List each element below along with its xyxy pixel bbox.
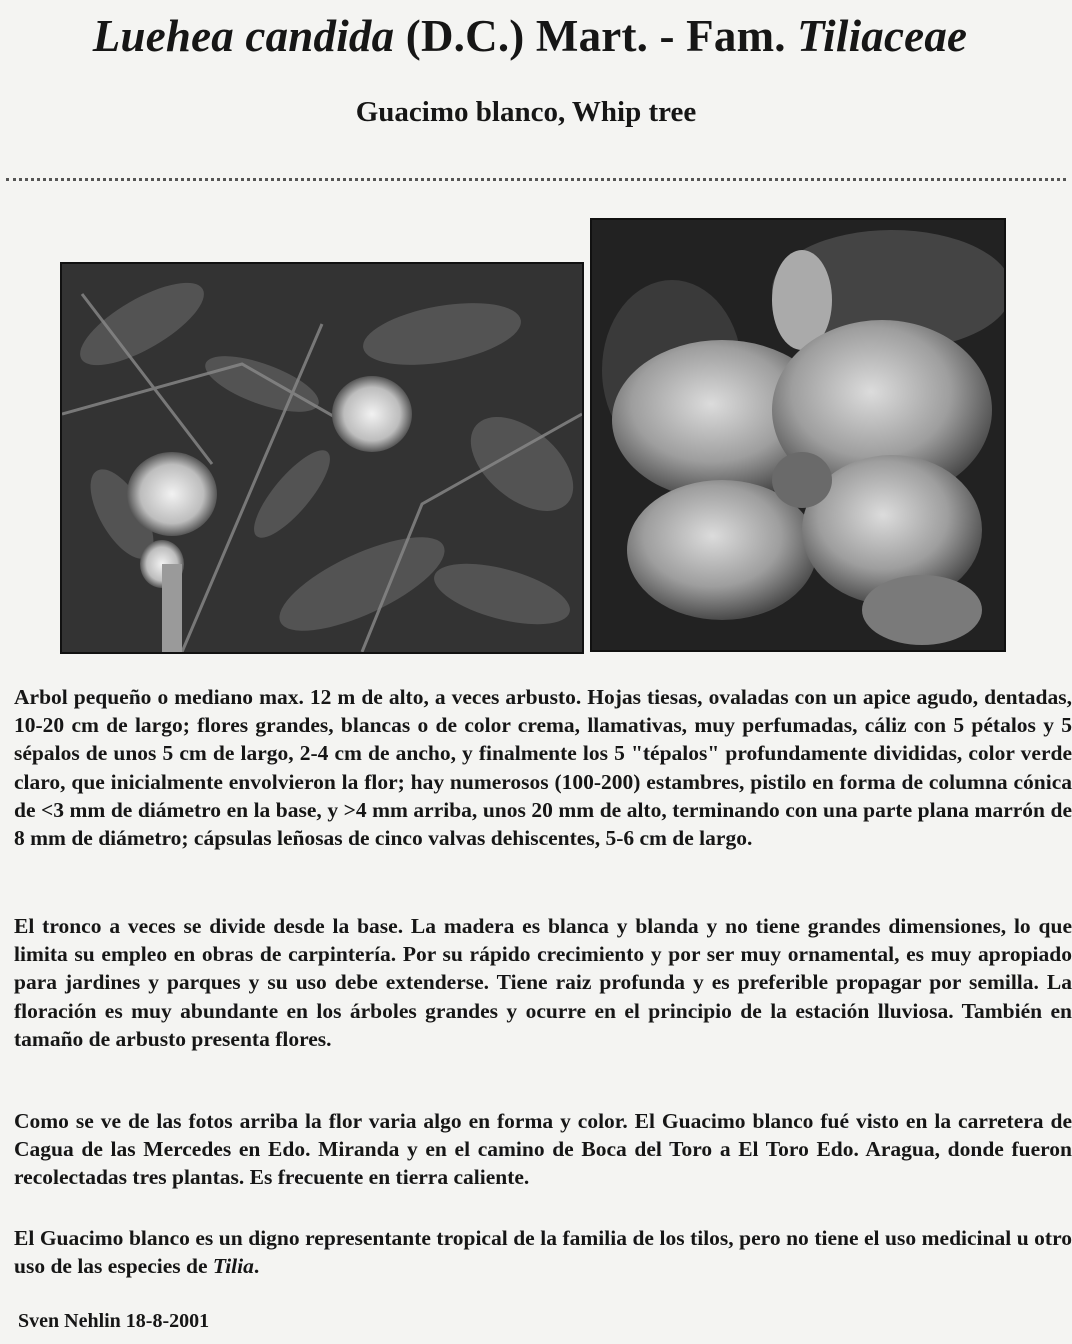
dotted-divider: [6, 178, 1066, 181]
signature: Sven Nehlin 18-8-2001: [18, 1310, 210, 1332]
title-author: (D.C.) Mart. - Fam.: [405, 11, 786, 61]
page-subtitle: Guacimo blanco, Whip tree: [355, 96, 697, 128]
photo-flowering-branch: [60, 262, 584, 654]
paragraph-locations: Como se ve de las fotos arriba la flor varia algo en forma y color. El Guacimo blanco fué visto en la carretera de Cagua de las Mercedes en Edo. Miranda y en el camino de Boca del Toro a El Toro Edo. Aragua, donde fueron recolectadas tres plantas. Es frecuente en tierra caliente.: [14, 1109, 1072, 1190]
closing-end: .: [253, 1254, 260, 1279]
closing-text: El Guacimo blanco es un digno representante tropical de la familia de los tilos, pero no tiene el uso medicinal u otro uso de las especies de: [14, 1226, 1072, 1279]
closing-genus: Tilia: [212, 1254, 254, 1279]
paragraph-uses: El tronco a veces se divide desde la base. La madera es blanca y blanda y no tiene grandes dimensiones, lo que limita su empleo en obras de carpintería. Por su rápido crecimiento y por ser muy ornamental, es muy apropiado para jardines y parques y su uso debe extenderse. Tiene raiz profunda y es preferible propagar por semilla. La floración es muy abundante en los árboles grandes y ocurre en el principio de la estación lluviosa. También en tamaño de arbusto presenta flores.: [14, 914, 1072, 1051]
paragraph-closing: [14, 1224, 1072, 1280]
title-genus: Luehea candida: [92, 11, 395, 61]
title-family: Tiliaceae: [797, 11, 968, 61]
page-title: [0, 10, 1060, 62]
paragraph-description: Arbol pequeño o mediano max. 12 m de alto, a veces arbusto. Hojas tiesas, ovaladas con un apice agudo, dentadas, 10-20 cm de largo; flores grandes, blancas o de color crema, llamativas, muy perfumadas, cáliz con 5 pétalos y 5 sépalos de unos 5 cm de largo, 2-4 cm de ancho, y finalmente los 5 "tépalos" profundamente divididas, color verde claro, que inicialmente envolvieron la flor; hay numerosos (100-200) estambres, pistilo en forma de columna cónica de <3 mm de diámetro en la base, y >4 mm arriba, unos 20 mm de alto, terminando con una parte plana marrón de 8 mm de diámetro; cápsulas leñosas de cinco valvas dehiscentes, 5-6 cm de largo.: [14, 685, 1072, 851]
photo-flower-closeup: [590, 218, 1006, 652]
